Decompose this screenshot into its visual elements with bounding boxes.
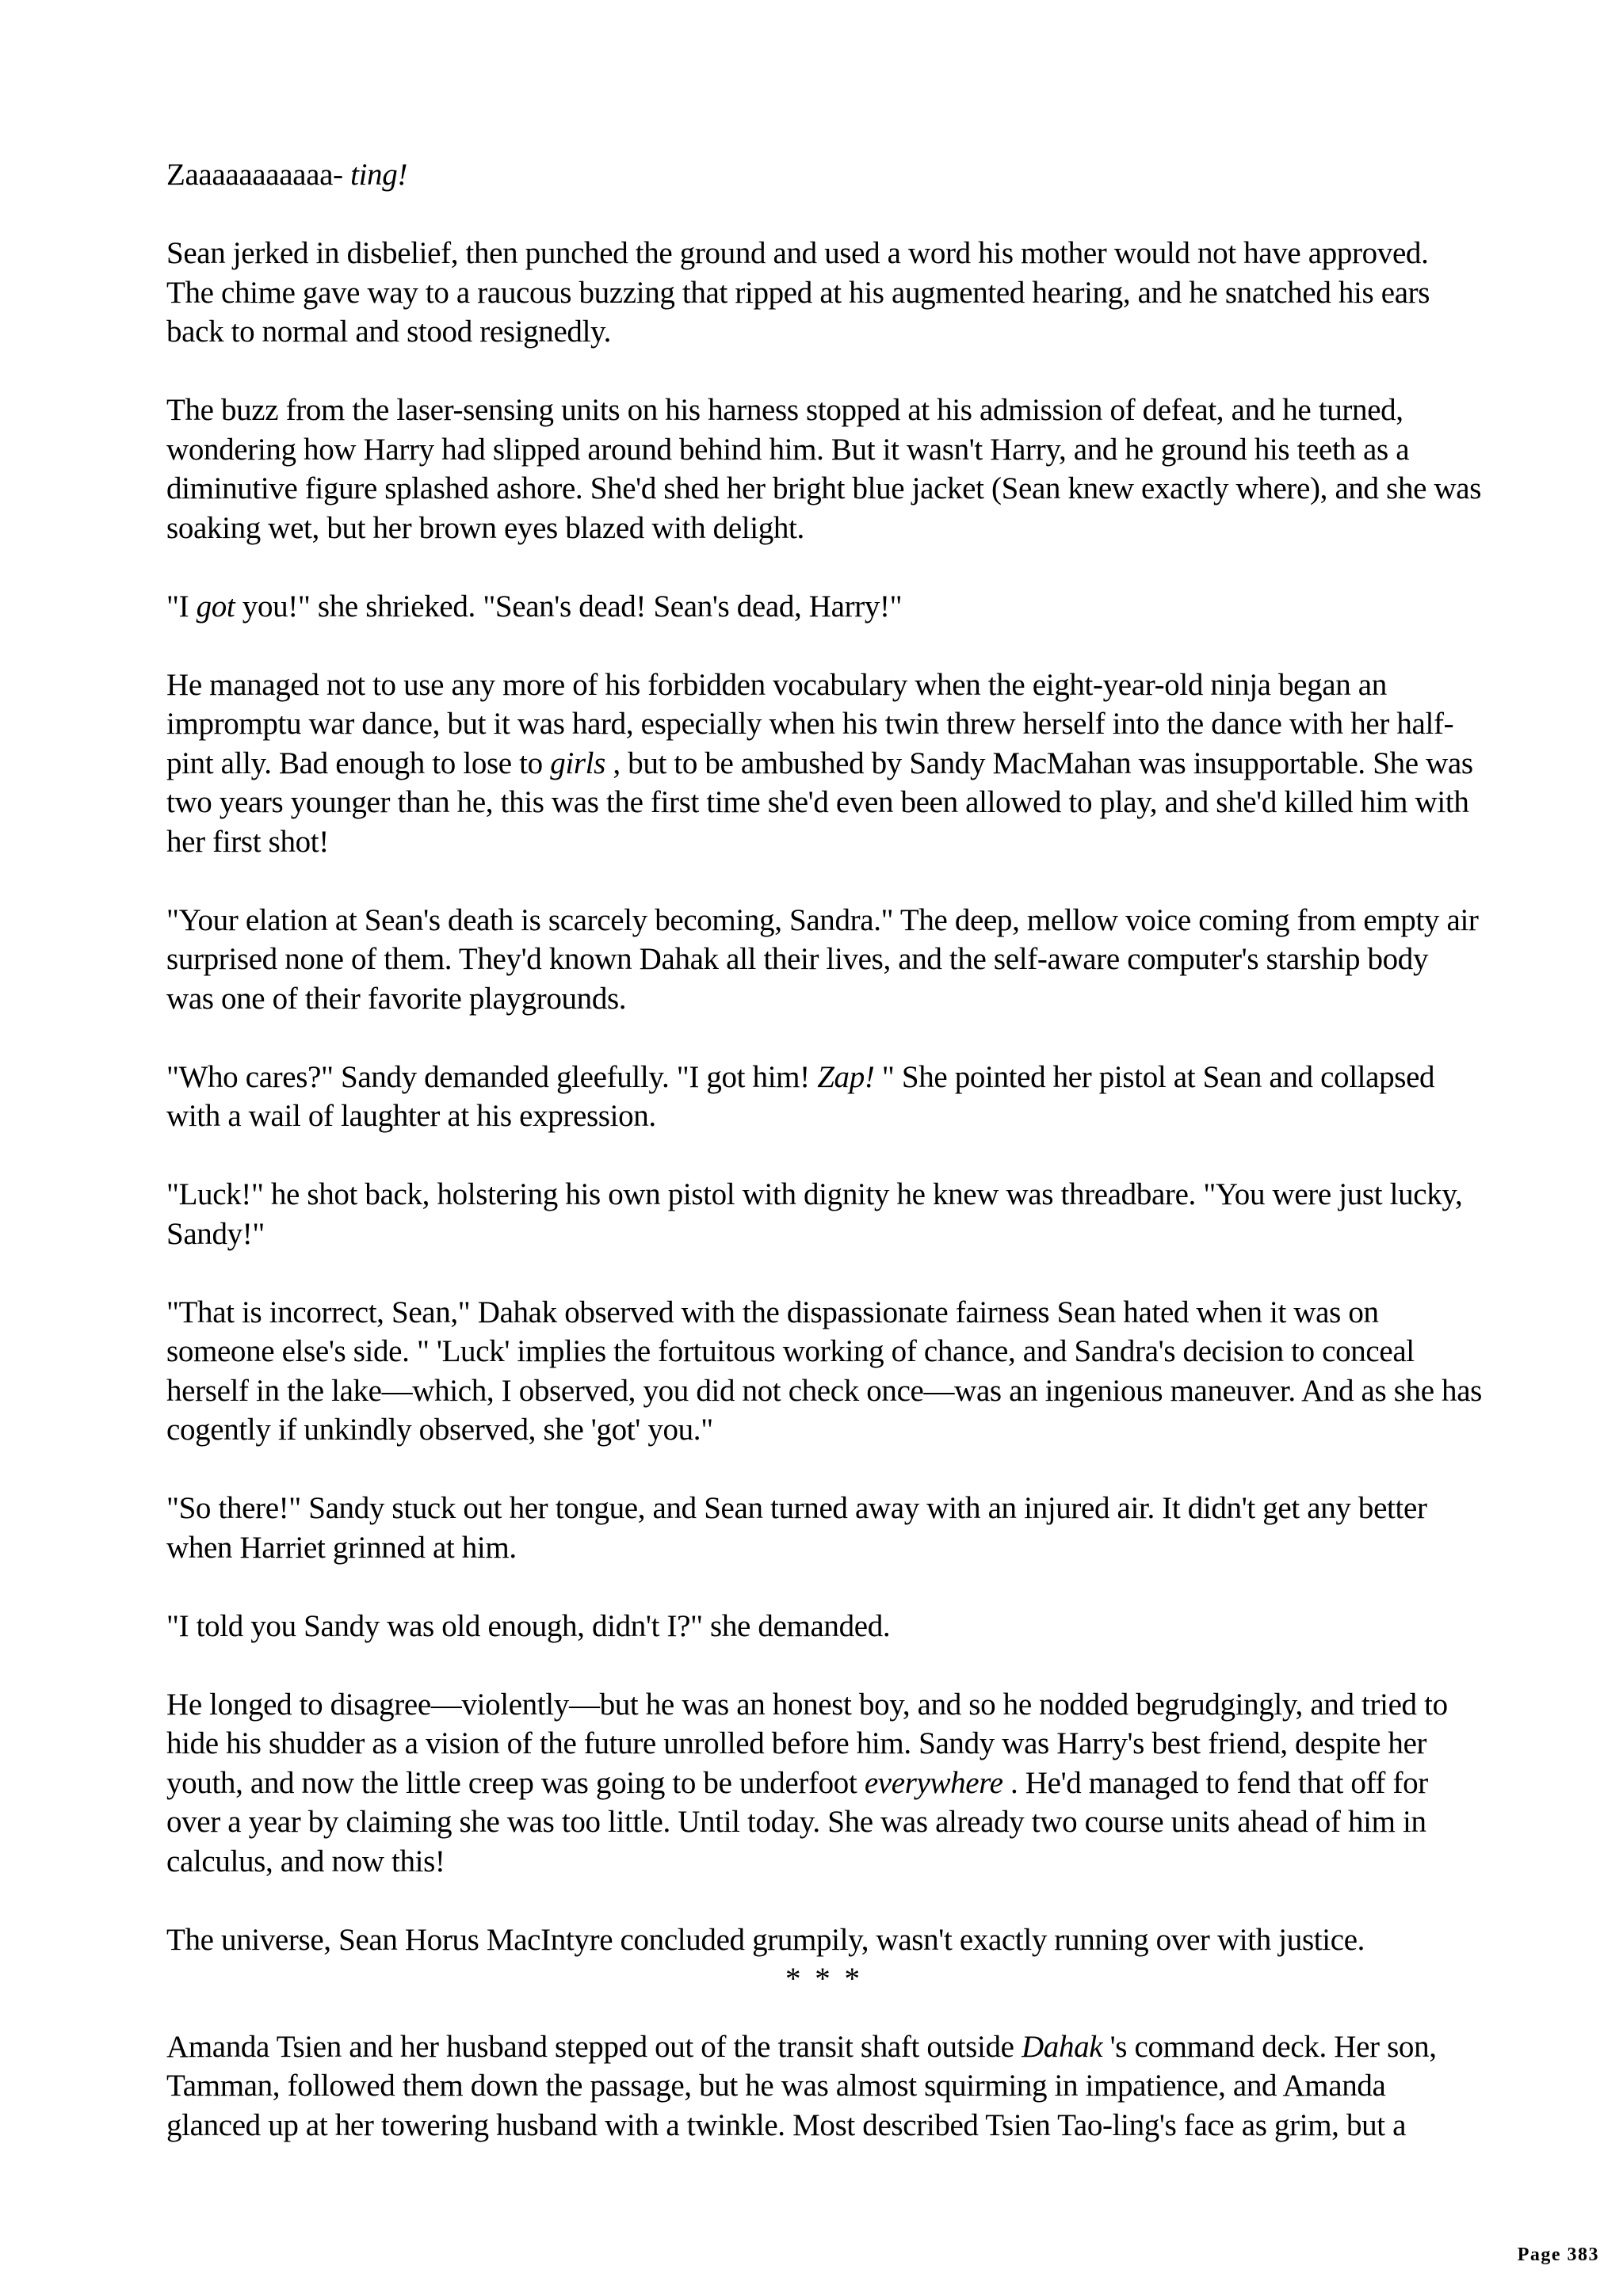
page-body [166,155,1482,2145]
paragraph [166,666,1482,862]
text-run: Amanda Tsien and her husband stepped out of the transit shaft outside [166,2029,1022,2064]
text-run: "So there!" Sandy stuck out her tongue, and Sean turned away with an injured air. It didn't get any better when Harriet grinned at him. [166,1491,1427,1565]
italic-text: Dahak [1021,2029,1103,2064]
text-run: "Your elation at Sean's death is scarcely becoming, Sandra." The deep, mellow voice coming from empty air surprised none of them. They'd known Dahak all their lives, and the self-aware computer's starship body was one of their favorite playgrounds. [166,902,1479,1016]
paragraph [166,1489,1482,1567]
text-run: "Luck!" he shot back, holstering his own pistol with dignity he knew was threadbare. "You were just lucky, Sandy!" [166,1177,1463,1251]
text-run: Sean jerked in disbelief, then punched the ground and used a word his mother would not have approved. The chime gave way to a raucous buzzing that ripped at his augmented hearing, and he snatched his ears back to normal and stood resignedly. [166,236,1430,349]
paragraph [166,1920,1482,1960]
text-run: He longed to disagree—violently—but he was an honest boy, and so he nodded begrudgingly, and tried to hide his shudder as a vision of the future unrolled before him. Sandy was Harry's best friend, despite her youth, and now the little creep was going to be underfoot [166,1687,1448,1800]
paragraph [166,391,1482,547]
text-run: . He'd managed to fend that off for over a year by claiming she was too little. Until today. She was already two course units ahead of him in calculus, and now this! [166,1765,1428,1878]
text-run: " She pointed her pistol at Sean and collapsed with a wail of laughter at his expression. [166,1059,1435,1133]
paragraph [166,1685,1482,1882]
page-number: Page 383 [1517,2245,1599,2265]
text-run: you!" she shrieked. "Sean's dead! Sean's dead, Harry!" [235,589,903,624]
paragraph [166,1175,1482,1253]
paragraph [166,155,1482,195]
italic-text: Zap! [817,1059,875,1094]
paragraph [166,587,1482,627]
paragraph [166,1293,1482,1450]
text-run: "I told you Sandy was old enough, didn't I?" she demanded. [166,1608,891,1643]
text-run: "I [166,589,197,624]
text-run: "That is incorrect, Sean," Dahak observed with the dispassionate fairness Sean hated when it was on someone else's side. " 'Luck' implies the fortuitous working of chance, and Sandra's decision to conceal herself in the lake—which, I observed, you did not check once—was an ingenious maneuver. And as she has cogently if unkindly observed, she 'got' you." [166,1295,1482,1447]
italic-text: got [196,589,235,624]
italic-text: everywhere [864,1765,1003,1800]
text-run: , but to be ambushed by Sandy MacMahan was insupportable. She was two years younger than he, this was the first time she'd even been allowed to play, and she'd killed him with her first shot! [166,746,1473,859]
paragraph [166,1607,1482,1646]
final-paragraph [166,2027,1482,2145]
italic-text: girls [550,746,605,780]
scene-separator: * * * [785,1962,863,1996]
text-run: "Who cares?" Sandy demanded gleefully. "I got him! [166,1059,818,1094]
text-run: 's command deck. Her son, Tamman, followed them down the passage, but he was almost squirming in impatience, and Amanda glanced up at her towering husband with a twinkle. Most described Tsien Tao-ling's face as grim, but a [166,2029,1437,2142]
paragraph [166,234,1482,352]
body-text [166,155,1482,1959]
paragraph [166,901,1482,1019]
paragraph [166,1058,1482,1136]
text-run: The universe, Sean Horus MacIntyre concluded grumpily, wasn't exactly running over with justice. [166,1922,1365,1957]
italic-text: ting! [350,158,407,192]
text-run: He managed not to use any more of his forbidden vocabulary when the eight-year-old ninja began an impromptu war dance, but it was hard, especially when his twin threw herself into the dance with her half-pint ally. Bad enough to lose to [166,667,1454,780]
text-run: Zaaaaaaaaaaa- [166,158,351,192]
text-run: The buzz from the laser-sensing units on his harness stopped at his admission of defeat, and he turned, wondering how Harry had slipped around behind him. But it wasn't Harry, and he ground his teeth as a diminutive figure splashed ashore. She'd shed her bright blue jacket (Sean knew exactly where), and she was soaking wet, but her brown eyes blazed with delight. [166,393,1482,545]
